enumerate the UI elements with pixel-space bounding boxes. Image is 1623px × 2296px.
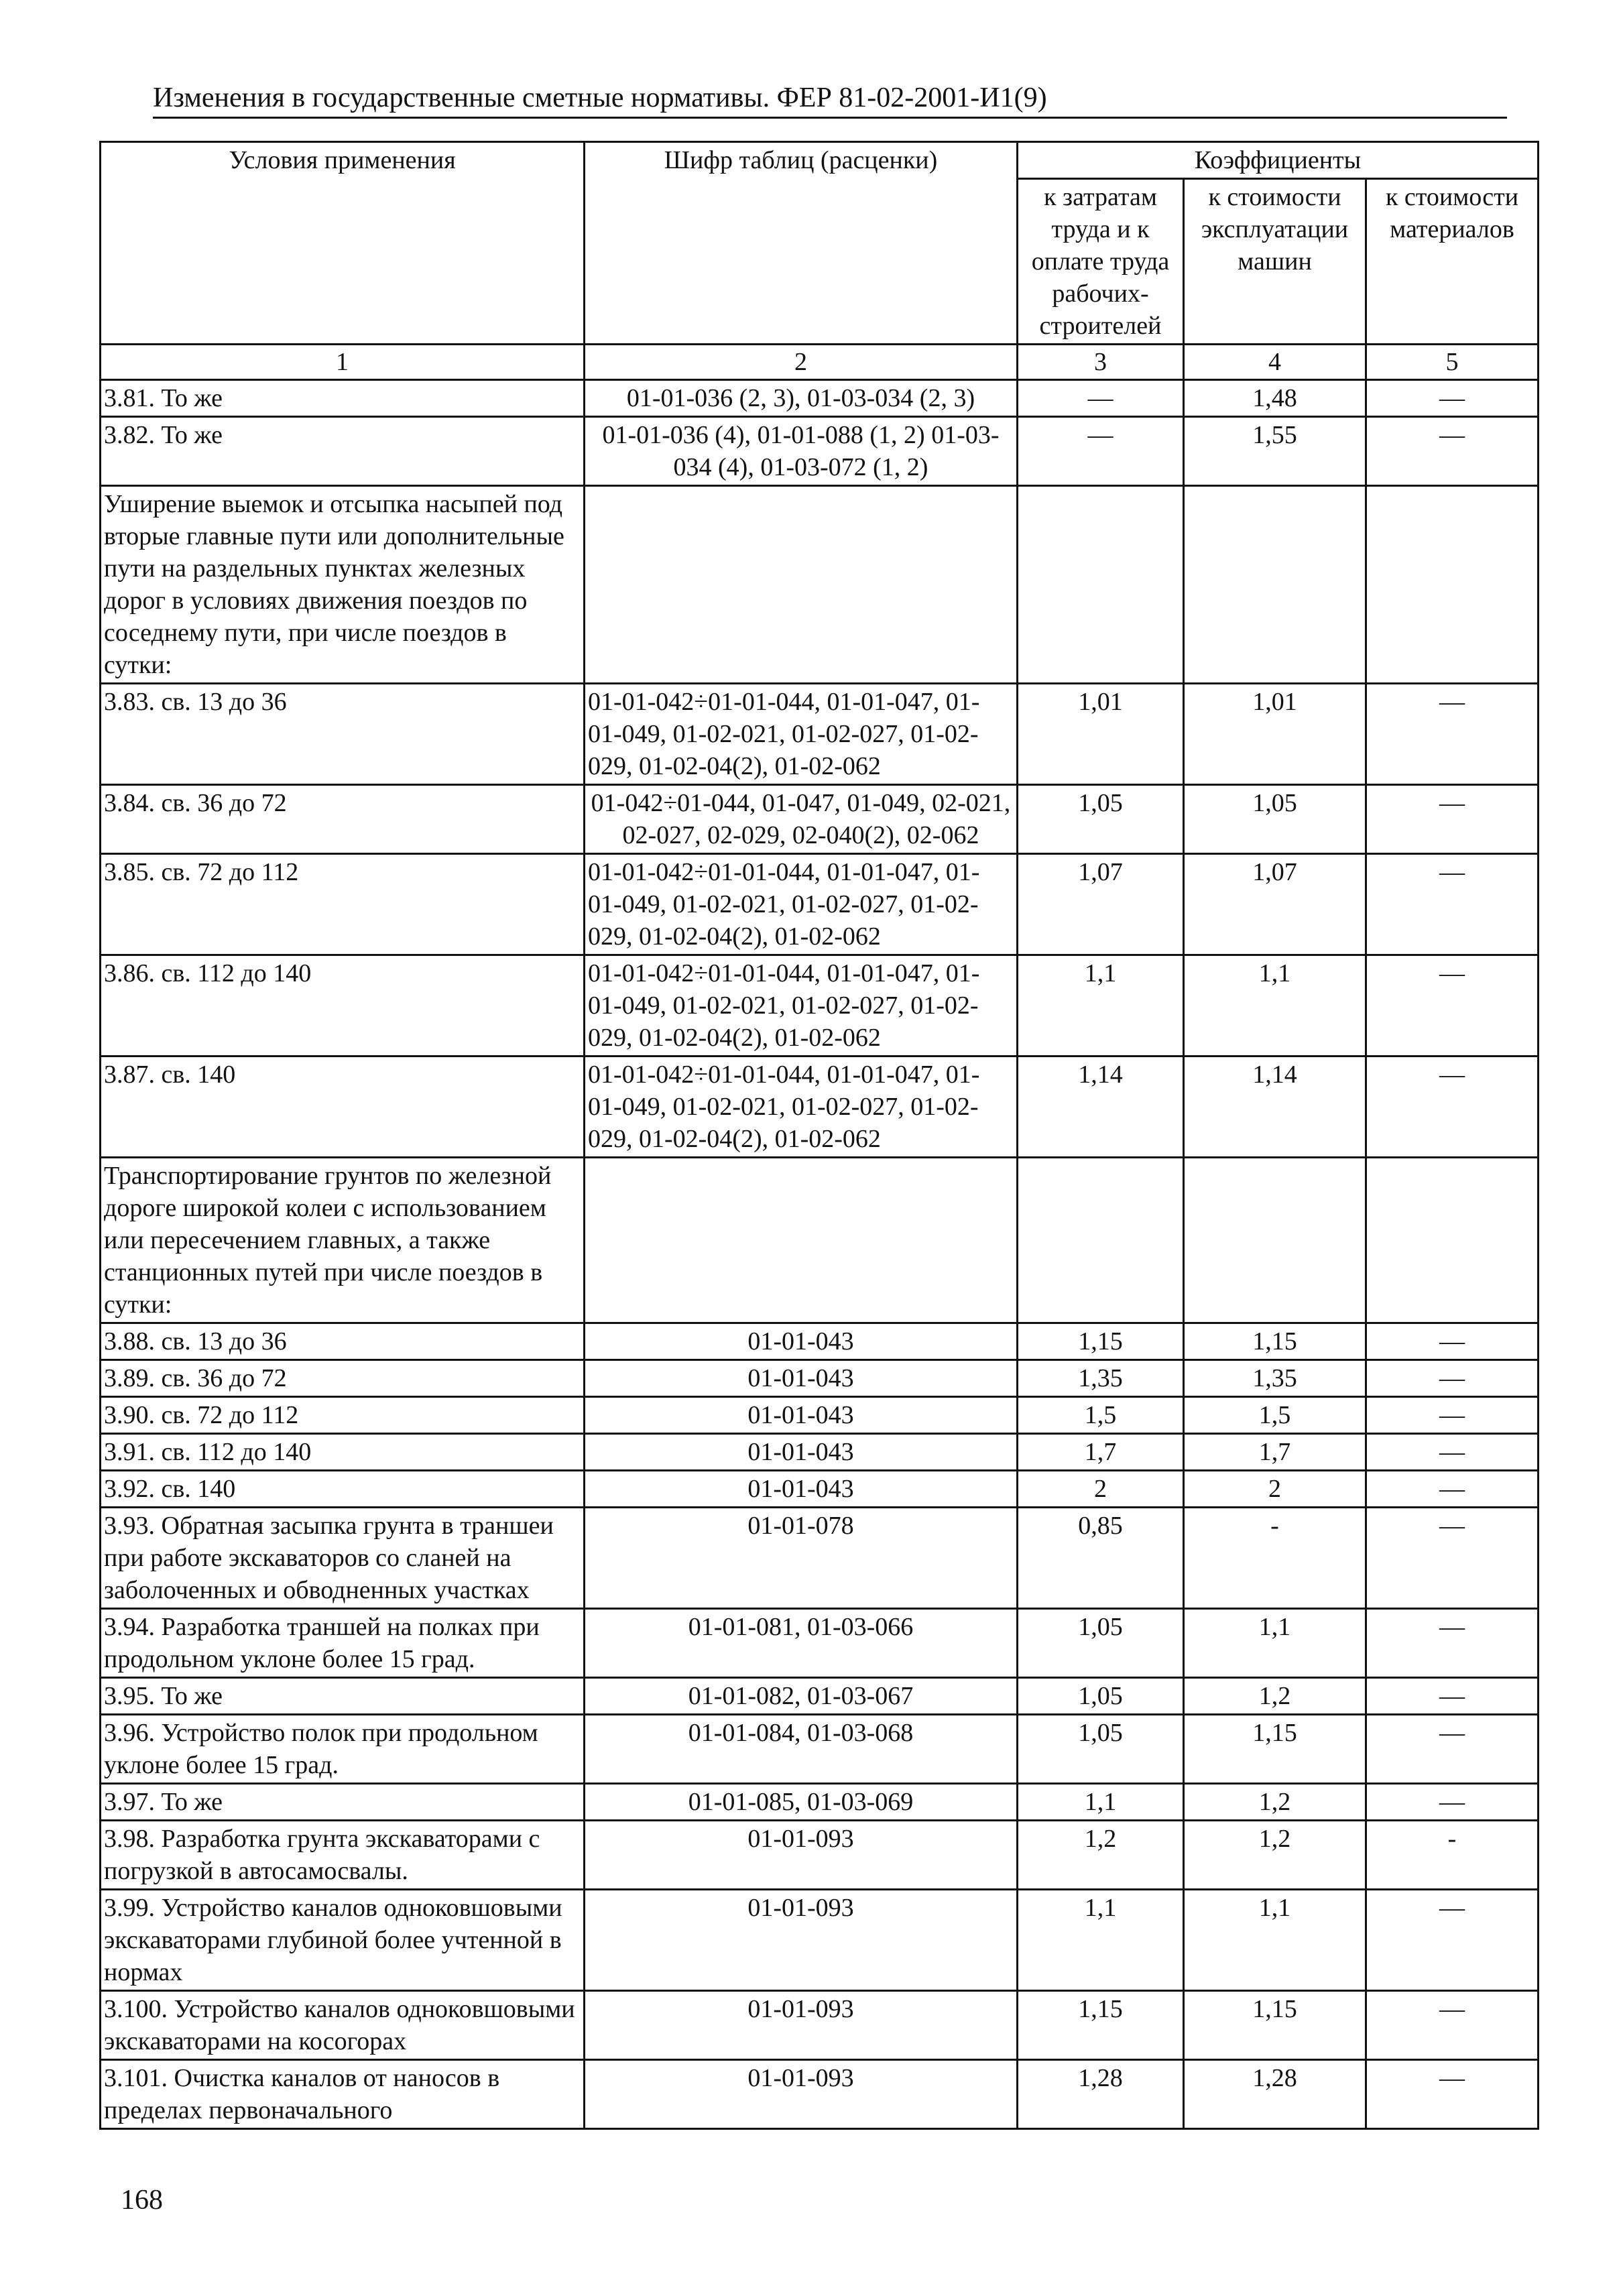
code-cell: 01-01-043 [585,1471,1018,1508]
materials-cell: — [1366,1991,1539,2060]
machines-cell: 1,01 [1184,684,1366,785]
code-cell: 01-01-042÷01-01-044, 01-01-047, 01-01-049, 01-02-021, 01-02-027, 01-02-029, 01-02-04(2), 01-02-062 [585,955,1018,1056]
materials-cell: — [1366,1609,1539,1678]
condition-cell: 3.81. То же [101,380,585,417]
page-number: 168 [121,2185,163,2216]
labor-cell: 1,05 [1018,1609,1184,1678]
header-coefficients: Коэффициенты [1018,142,1539,179]
machines-cell: - [1184,1508,1366,1609]
materials-cell: — [1366,1056,1539,1158]
machines-cell: 1,2 [1184,1821,1366,1890]
header-labor: к затратам труда и к оплате труда рабочих-строителей [1018,179,1184,345]
code-cell: 01-042÷01-044, 01-047, 01-049, 02-021, 02-027, 02-029, 02-040(2), 02-062 [585,785,1018,854]
code-cell: 01-01-093 [585,2060,1018,2129]
materials-cell: — [1366,1434,1539,1471]
table-group-row [101,486,1539,684]
code-cell: 01-01-043 [585,1323,1018,1360]
condition-cell: 3.82. То же [101,417,585,486]
code-cell: 01-01-082, 01-03-067 [585,1678,1018,1715]
table-row [101,684,1539,785]
table-group-row [101,1158,1539,1323]
table-row [101,1397,1539,1434]
code-cell: 01-01-081, 01-03-066 [585,1609,1018,1678]
code-cell: 01-01-036 (4), 01-01-088 (1, 2) 01-03-034 (4), 01-03-072 (1, 2) [585,417,1018,486]
machines-cell: 1,2 [1184,1678,1366,1715]
materials-cell: — [1366,1323,1539,1360]
condition-cell: Транспортирование грунтов по железной дороге широкой колеи с использованием или пересечением главных, а также станционных путей при числе поездов в сутки: [101,1158,585,1323]
machines-cell [1184,1158,1366,1323]
machines-cell: 1,1 [1184,1890,1366,1991]
machines-cell: 1,07 [1184,854,1366,955]
materials-cell: — [1366,2060,1539,2129]
condition-cell: 3.98. Разработка грунта экскаваторами с погрузкой в автосамосвалы. [101,1821,585,1890]
condition-cell: 3.95. То же [101,1678,585,1715]
machines-cell: 1,48 [1184,380,1366,417]
table-row [101,785,1539,854]
condition-cell: 3.91. св. 112 до 140 [101,1434,585,1471]
machines-cell: 2 [1184,1471,1366,1508]
condition-cell: 3.97. То же [101,1784,585,1821]
column-number: 4 [1184,345,1366,380]
labor-cell: 1,2 [1018,1821,1184,1890]
labor-cell: — [1018,380,1184,417]
code-cell: 01-01-042÷01-01-044, 01-01-047, 01-01-049, 01-02-021, 01-02-027, 01-02-029, 01-02-04(2), 01-02-062 [585,684,1018,785]
code-cell: 01-01-042÷01-01-044, 01-01-047, 01-01-049, 01-02-021, 01-02-027, 01-02-029, 01-02-04(2), 01-02-062 [585,854,1018,955]
table-row [101,1715,1539,1784]
labor-cell: 1,15 [1018,1991,1184,2060]
labor-cell: 1,1 [1018,1784,1184,1821]
condition-cell: 3.101. Очистка каналов от наносов в пределах первоначального [101,2060,585,2129]
table-row [101,1890,1539,1991]
table-row [101,1434,1539,1471]
condition-cell: 3.100. Устройство каналов одноковшовыми экскаваторами на косогорах [101,1991,585,2060]
machines-cell: 1,55 [1184,417,1366,486]
materials-cell: — [1366,684,1539,785]
labor-cell: 1,07 [1018,854,1184,955]
machines-cell: 1,2 [1184,1784,1366,1821]
labor-cell: 1,28 [1018,2060,1184,2129]
condition-cell: 3.89. св. 36 до 72 [101,1360,585,1397]
table-row [101,1821,1539,1890]
column-number: 1 [101,345,585,380]
code-cell: 01-01-093 [585,1821,1018,1890]
table-row [101,1323,1539,1360]
code-cell: 01-01-078 [585,1508,1018,1609]
code-cell [585,486,1018,684]
labor-cell: 1,7 [1018,1434,1184,1471]
header-conditions: Условия применения [101,142,585,345]
materials-cell: - [1366,1821,1539,1890]
table-row [101,1508,1539,1609]
table-row [101,1056,1539,1158]
machines-cell: 1,15 [1184,1991,1366,2060]
code-cell: 01-01-043 [585,1360,1018,1397]
code-cell: 01-01-093 [585,1991,1018,2060]
code-cell: 01-01-085, 01-03-069 [585,1784,1018,1821]
materials-cell [1366,1158,1539,1323]
condition-cell: 3.88. св. 13 до 36 [101,1323,585,1360]
machines-cell: 1,28 [1184,2060,1366,2129]
materials-cell: — [1366,1397,1539,1434]
header-materials: к стоимости материалов [1366,179,1539,345]
table-row [101,380,1539,417]
code-cell: 01-01-084, 01-03-068 [585,1715,1018,1784]
machines-cell: 1,05 [1184,785,1366,854]
table-row [101,1678,1539,1715]
labor-cell: 1,01 [1018,684,1184,785]
machines-cell: 1,35 [1184,1360,1366,1397]
condition-cell: 3.84. св. 36 до 72 [101,785,585,854]
condition-cell: 3.83. св. 13 до 36 [101,684,585,785]
labor-cell: 1,5 [1018,1397,1184,1434]
labor-cell: 1,14 [1018,1056,1184,1158]
condition-cell: 3.86. св. 112 до 140 [101,955,585,1056]
code-cell: 01-01-093 [585,1890,1018,1991]
labor-cell: 1,05 [1018,1678,1184,1715]
table-row [101,1609,1539,1678]
materials-cell: — [1366,1471,1539,1508]
labor-cell: 2 [1018,1471,1184,1508]
table-row [101,1360,1539,1397]
table-row [101,854,1539,955]
table-row [101,1471,1539,1508]
column-number: 2 [585,345,1018,380]
materials-cell: — [1366,417,1539,486]
labor-cell: 1,05 [1018,1715,1184,1784]
labor-cell: 1,1 [1018,1890,1184,1991]
code-cell: 01-01-043 [585,1397,1018,1434]
labor-cell: 1,15 [1018,1323,1184,1360]
machines-cell: 1,14 [1184,1056,1366,1158]
table-row [101,417,1539,486]
condition-cell: 3.92. св. 140 [101,1471,585,1508]
condition-cell: 3.90. св. 72 до 112 [101,1397,585,1434]
condition-cell: 3.99. Устройство каналов одноковшовыми экскаваторами глубиной более учтенной в нормах [101,1890,585,1991]
table-row [101,1784,1539,1821]
machines-cell: 1,1 [1184,1609,1366,1678]
code-cell: 01-01-036 (2, 3), 01-03-034 (2, 3) [585,380,1018,417]
table-row [101,2060,1539,2129]
coefficients-table [99,141,1539,2130]
code-cell: 01-01-042÷01-01-044, 01-01-047, 01-01-049, 01-02-021, 01-02-027, 01-02-029, 01-02-04(2), 01-02-062 [585,1056,1018,1158]
materials-cell: — [1366,1508,1539,1609]
column-number: 3 [1018,345,1184,380]
condition-cell: 3.85. св. 72 до 112 [101,854,585,955]
document-header: Изменения в государственные сметные нормативы. ФЕР 81-02-2001-И1(9) [153,82,1507,119]
materials-cell [1366,486,1539,684]
labor-cell [1018,486,1184,684]
machines-cell [1184,486,1366,684]
table-body [101,380,1539,2129]
table-row [101,1991,1539,2060]
code-cell: 01-01-043 [585,1434,1018,1471]
labor-cell: — [1018,417,1184,486]
table-row [101,955,1539,1056]
materials-cell: — [1366,854,1539,955]
code-cell [585,1158,1018,1323]
condition-cell: 3.96. Устройство полок при продольном уклоне более 15 град. [101,1715,585,1784]
labor-cell: 0,85 [1018,1508,1184,1609]
column-number: 5 [1366,345,1539,380]
materials-cell: — [1366,380,1539,417]
labor-cell: 1,1 [1018,955,1184,1056]
labor-cell: 1,05 [1018,785,1184,854]
labor-cell [1018,1158,1184,1323]
header-machines: к стоимости эксплуатации машин [1184,179,1366,345]
materials-cell: — [1366,1715,1539,1784]
condition-cell: 3.93. Обратная засыпка грунта в траншеи при работе экскаваторов со сланей на заболоченных и обводненных участках [101,1508,585,1609]
machines-cell: 1,7 [1184,1434,1366,1471]
materials-cell: — [1366,1678,1539,1715]
materials-cell: — [1366,1784,1539,1821]
condition-cell: Уширение выемок и отсыпка насыпей под вторые главные пути или дополнительные пути на раздельных пунктах железных дорог в условиях движения поездов по соседнему пути, при числе поездов в сутки: [101,486,585,684]
labor-cell: 1,35 [1018,1360,1184,1397]
condition-cell: 3.94. Разработка траншей на полках при продольном уклоне более 15 град. [101,1609,585,1678]
materials-cell: — [1366,955,1539,1056]
machines-cell: 1,5 [1184,1397,1366,1434]
materials-cell: — [1366,1890,1539,1991]
machines-cell: 1,15 [1184,1323,1366,1360]
materials-cell: — [1366,1360,1539,1397]
machines-cell: 1,15 [1184,1715,1366,1784]
condition-cell: 3.87. св. 140 [101,1056,585,1158]
header-code: Шифр таблиц (расценки) [585,142,1018,345]
machines-cell: 1,1 [1184,955,1366,1056]
materials-cell: — [1366,785,1539,854]
